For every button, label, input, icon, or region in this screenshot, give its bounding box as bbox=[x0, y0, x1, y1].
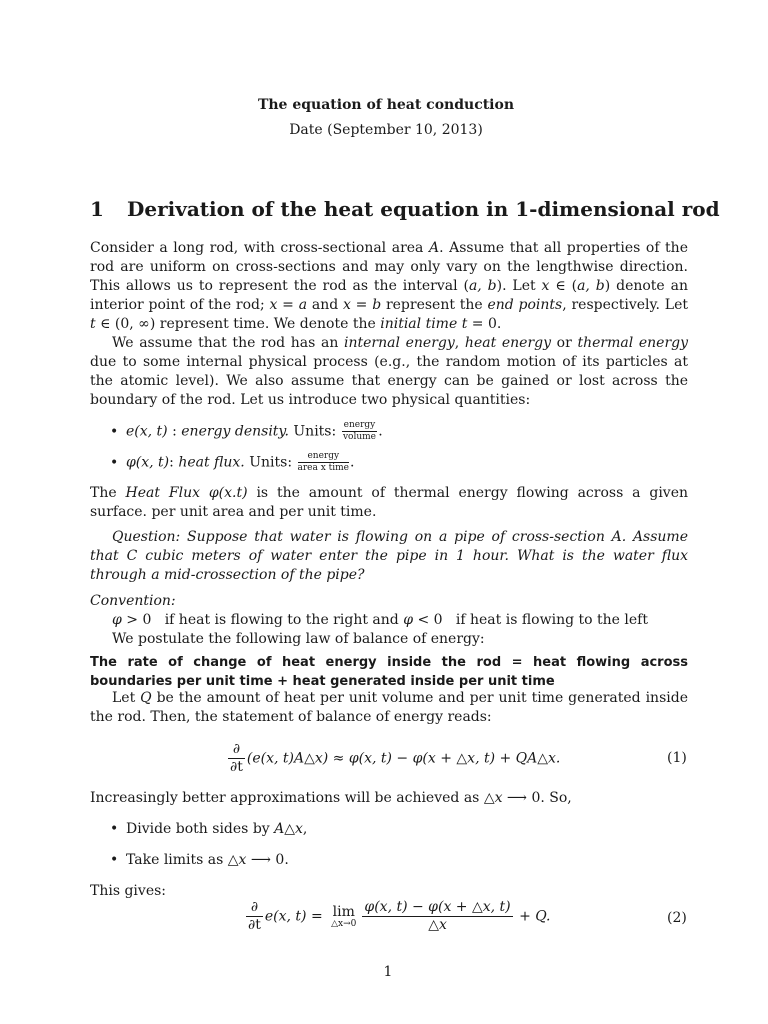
bullet-limits: • Take limits as △x ⟶ 0. bbox=[110, 852, 289, 868]
this-gives: This gives: bbox=[90, 883, 167, 899]
section-number: 1 bbox=[90, 197, 104, 221]
partial-derivative: ∂ ∂t bbox=[248, 899, 261, 933]
bullet-energy-density: • e(x, t) : energy density. Units: $\frac{\text{energy}}{\text{volume}}$ . bbox=[110, 420, 383, 442]
convention-label: Convention: bbox=[90, 593, 176, 609]
equation-2: ∂ ∂t e(x, t) = lim △x→0 $\frac{\varphi(x, t) - \varphi(x + \triangle x, t)}{\triangle x}$ + Q. bbox=[248, 899, 551, 933]
convention-statement: φ > 0 if heat is flowing to the right and φ < 0 if heat is flowing to the left bbox=[112, 612, 648, 628]
paragraph-rod-setup: Consider a long rod, with cross-sectional area A. Assume that all properties of the rod are uniform on cross-sections and may only vary on the lengthwise direction. This allows us to represent the rod as the interval (a, b). Let x ∈ (a, b) denote an interior point of the rod; x = a and x = b represent the end points, respectively. Let t ∈ (0, ∞) represent time. We denote the initial time t = 0. bbox=[90, 240, 688, 332]
bullet-heat-flux: • φ(x, t): heat flux. Units: $\frac{\text{energy}}{\text{area x time}}$ . bbox=[110, 451, 355, 473]
limit-operator: lim △x→0 bbox=[331, 903, 357, 929]
units-fraction: $\frac{\text{energy}}{\text{area x time}}$ bbox=[297, 451, 350, 473]
postulate-line: We postulate the following law of balance of energy: bbox=[112, 631, 485, 647]
units-fraction: $\frac{\text{energy}}{\text{volume}}$ bbox=[342, 420, 376, 442]
page-number: 1 bbox=[383, 964, 393, 980]
bullet-dot: • bbox=[110, 852, 119, 868]
paragraph-internal-energy: We assume that the rod has an internal energy, heat energy or thermal energy due to some internal physical process (e.g., the random motion of its particles at the atomic level). We also assume that energy can be gained or lost across the boundary of the rod. Let us introduce two physical quantities: bbox=[90, 335, 689, 408]
equation-2-label: (2) bbox=[667, 910, 687, 926]
paragraph-approximations: Increasingly better approximations will be achieved as △x ⟶ 0. So, bbox=[90, 790, 572, 806]
difference-quotient: $\frac{\varphi(x, t) - \varphi(x + \triangle x, t)}{\triangle x}$ bbox=[364, 899, 511, 933]
bullet-dot: • bbox=[110, 454, 119, 471]
document-date: Date (September 10, 2013) bbox=[289, 122, 483, 138]
section-heading bbox=[90, 197, 720, 221]
bullet-divide: • Divide both sides by A△x, bbox=[110, 821, 308, 837]
partial-derivative: ∂ ∂t bbox=[230, 741, 243, 775]
paragraph-heat-flux: The Heat Flux φ(x.t) is the amount of thermal energy flowing across a given surface. per unit area and per unit time. bbox=[90, 485, 689, 520]
balance-law: The rate of change of heat energy inside the rod = heat flowing across boundaries per unit time + heat generated inside per unit time bbox=[90, 655, 688, 689]
document-title: The equation of heat conduction bbox=[257, 97, 515, 113]
equation-1-label: (1) bbox=[667, 750, 687, 766]
section-title: Derivation of the heat equation in 1-dimensional rod bbox=[127, 197, 720, 221]
paragraph-heat-source: Let Q be the amount of heat per unit volume and per unit time generated inside the rod. Then, the statement of balance of energy reads: bbox=[90, 690, 688, 725]
bullet-dot: • bbox=[110, 423, 119, 440]
bullet-dot: • bbox=[110, 821, 119, 837]
question-paragraph: Question: Suppose that water is flowing on a pipe of cross-section A. Assume that C cubic meters of water enter the pipe in 1 hour. What is the water flux through a mid-crossection of the pipe? bbox=[90, 529, 688, 583]
equation-1: ∂ ∂t (e(x, t)A△x) ≈ φ(x, t) − φ(x + △x, t) + QA△x. bbox=[230, 741, 561, 775]
